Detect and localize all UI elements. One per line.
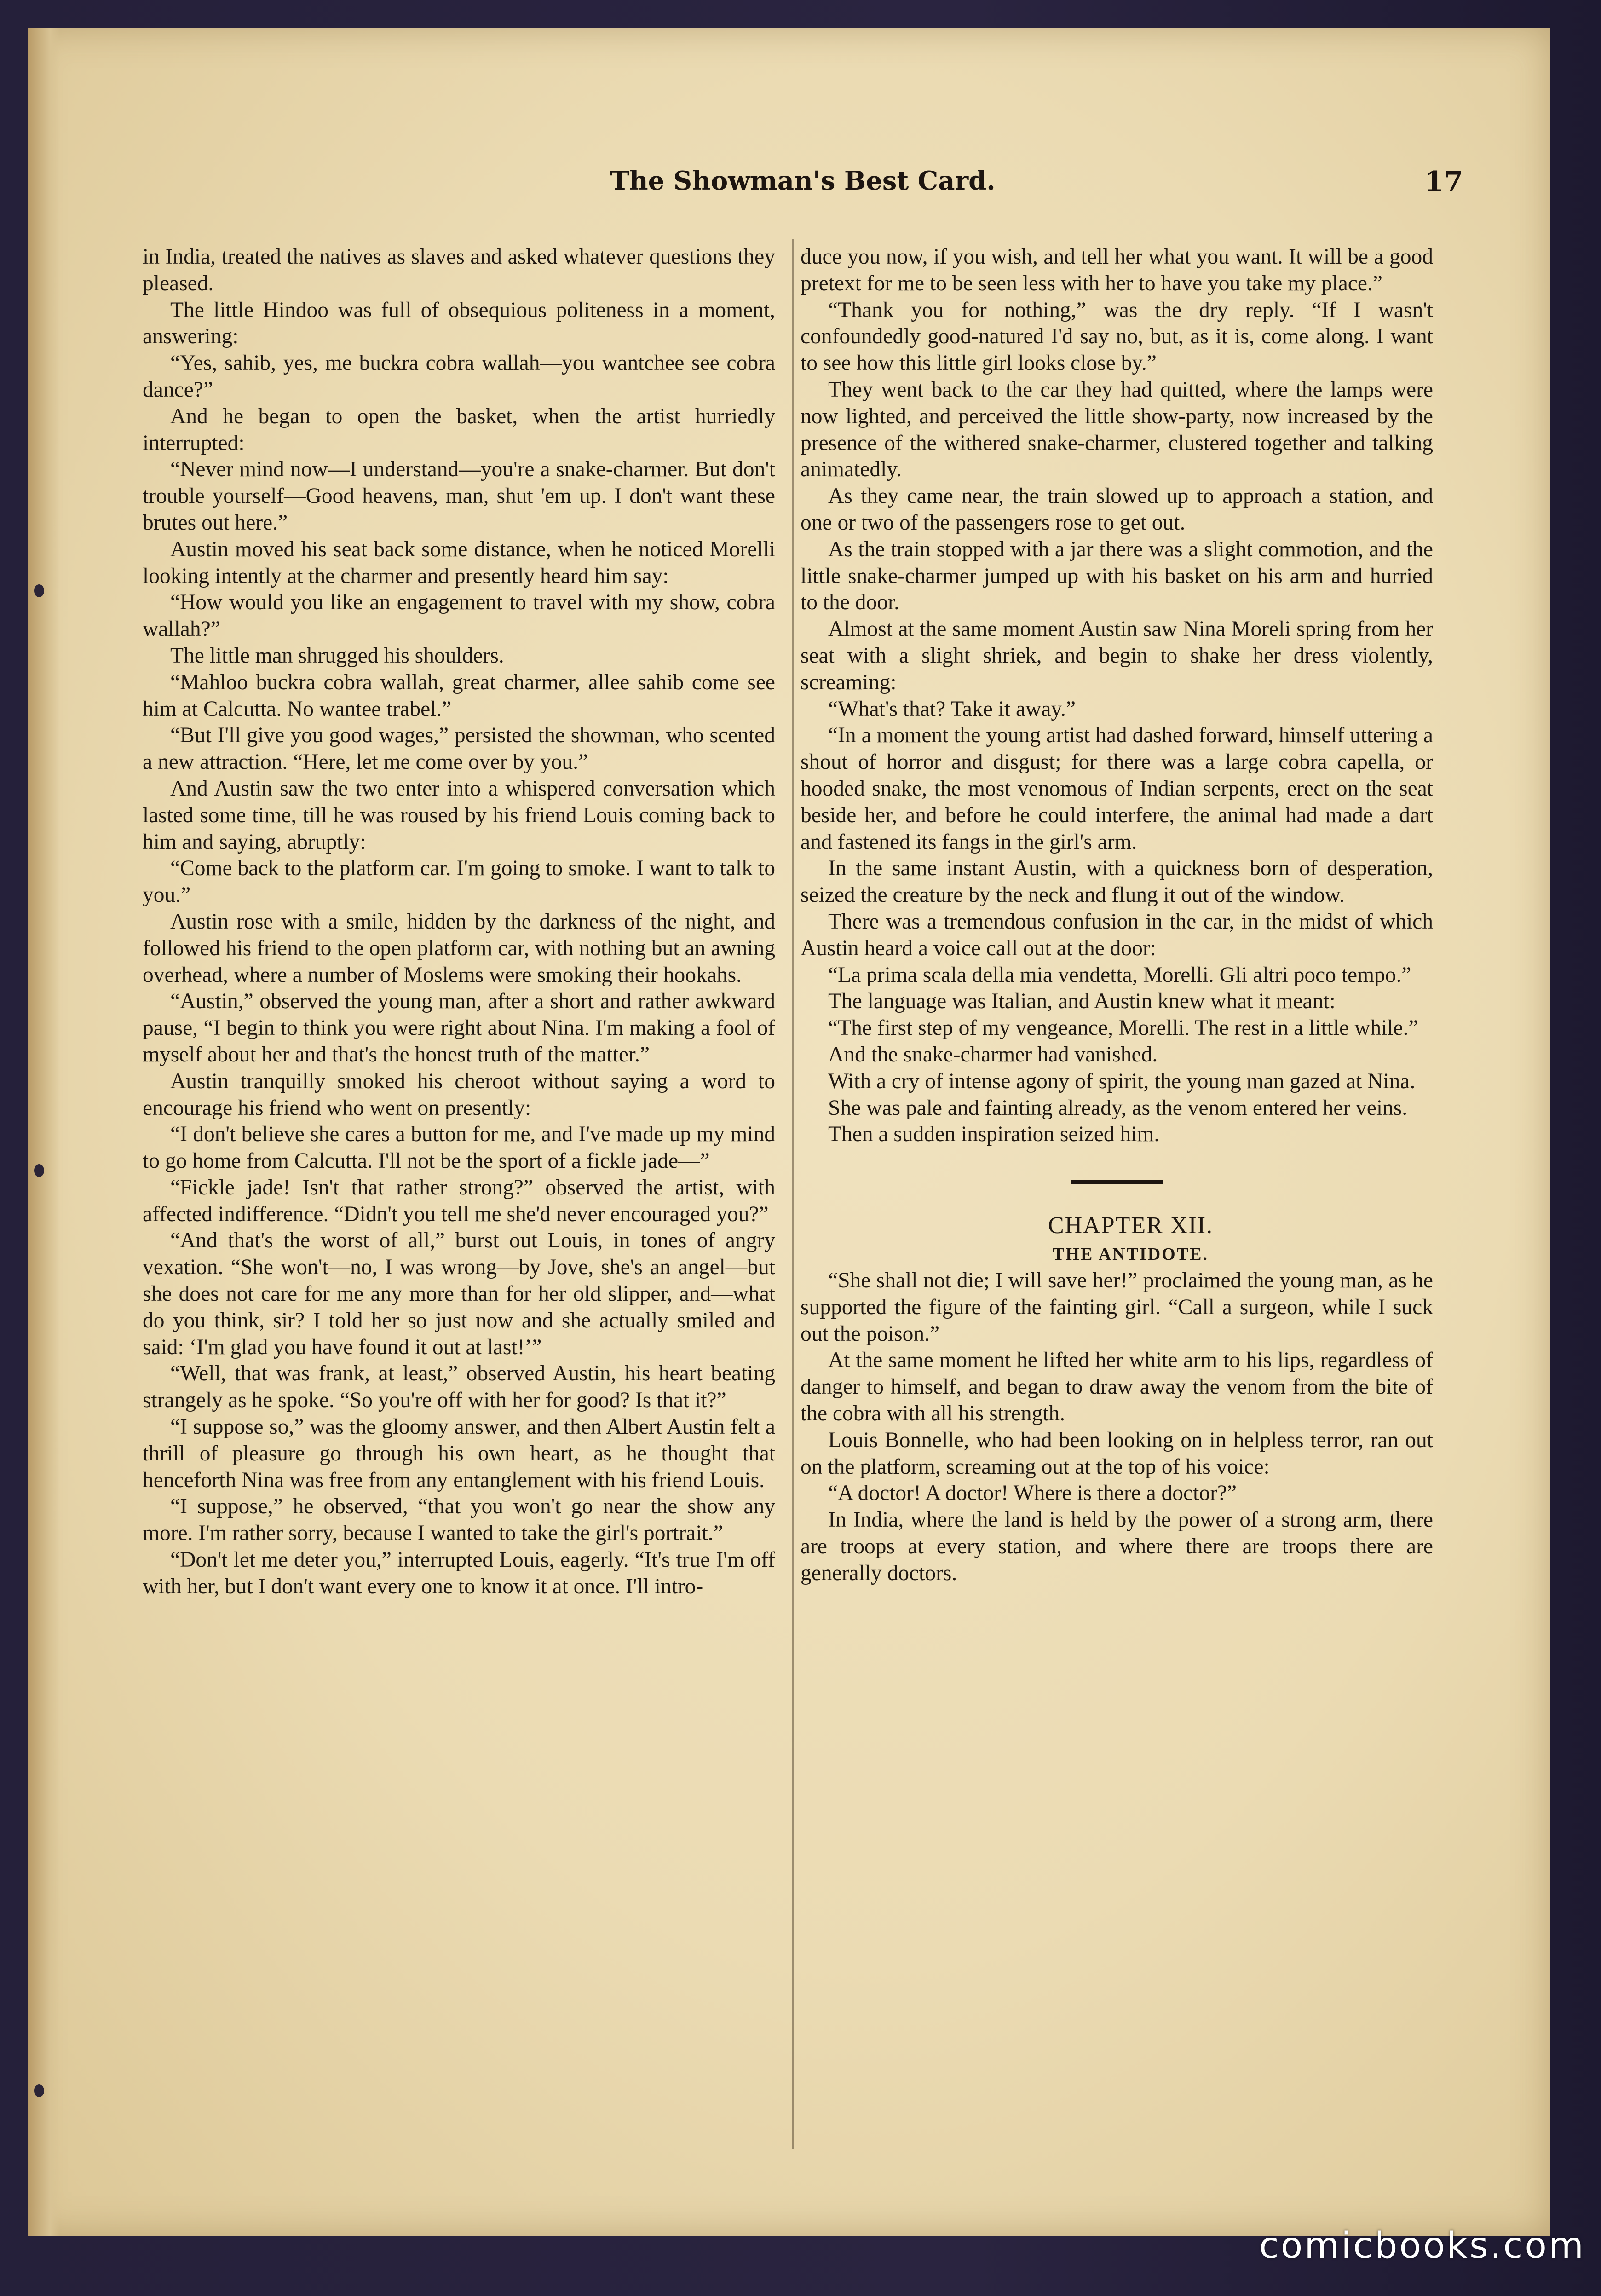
paragraph: “I suppose,” he observed, “that you won't go near the show any more. I'm rather sorry, because I wanted to take the girl's portrait.” [143,1494,775,1546]
paragraph: Austin tranquilly smoked his cheroot without saying a word to encourage his friend who went on presently: [143,1069,775,1120]
chapter-title: CHAPTER XII. [1048,1212,1214,1239]
chapter-subtitle: THE ANTIDOTE. [1053,1245,1209,1264]
paragraph: “A doctor! A doctor! Where is there a doctor?” [828,1481,1237,1506]
paragraph: “Thank you for nothing,” was the dry reply. “If I wasn't confoundedly good-natured I'd say no, but, as it is, come along. I want to see how this little girl looks close by.” [800,298,1433,375]
paragraph: And Austin saw the two enter into a whispered conversation which lasted some time, till he was roused by his friend Louis coming back to him and saying, abruptly: [143,776,775,854]
paragraph: She was pale and fainting already, as the venom entered her veins. [828,1096,1408,1120]
paragraph: Austin rose with a smile, hidden by the darkness of the night, and followed his friend to the open platform car, with nothing but an awning overhead, where a number of Moslems were smoking their hookahs. [143,909,775,987]
paragraph: “Don't let me deter you,” interrupted Louis, eagerly. “It's true I'm off with her, but I don't want every one to know it at once. I'll intro- [143,1548,775,1598]
paragraph: “Fickle jade! Isn't that rather strong?” observed the artist, with affected indifference. “Didn't you tell me she'd never encouraged you?” [143,1175,775,1226]
paragraph: With a cry of intense agony of spirit, the young man gazed at Nina. [828,1069,1416,1093]
running-title: The Showman's Best Card. [610,166,996,196]
paragraph: In India, where the land is held by the power of a strong arm, there are troops at every station, and where there are troops there are generally doctors. [800,1508,1433,1585]
right-column-part-1 [800,244,1433,1148]
paragraph: “And that's the worst of all,” burst out Louis, in tones of angry vexation. “She won't—no, I was wrong—by Jove, she's an angel—but she does not care for me any more than for her old slipper, and—what do you think, sir? I told her so just now and she actually smiled and said: ‘I'm glad you have found it out at last!’” [143,1229,775,1359]
paragraph: “In a moment the young artist had dashed forward, himself uttering a shout of horror and disgust; for there was a large cobra capella, or hooded snake, the most venomous of Indian serpents, erect on the seat beside her, and before he could interfere, the animal had made a dart and fastened its fangs in the girl's arm. [800,723,1433,854]
paragraph: And he began to open the basket, when the artist hurriedly interrupted: [143,404,775,455]
paragraph: “She shall not die; I will save her!” proclaimed the young man, as he supported the figure of the fainting girl. “Call a surgeon, while I suck out the poison.” [800,1269,1433,1346]
binding-hole [34,584,44,597]
paragraph: Almost at the same moment Austin saw Nina Moreli spring from her seat with a slight shriek, and begin to shake her dress violently, screaming: [800,617,1433,694]
paragraph: “Well, that was frank, at least,” observed Austin, his heart beating strangely as he spoke. “So you're off with her for good? Is that it?” [143,1361,775,1413]
paragraph: The little Hindoo was full of obsequious politeness in a moment, answering: [143,298,775,349]
paragraph: Then a sudden inspiration seized him. [828,1122,1160,1147]
paragraph: The little man shrugged his shoulders. [170,643,504,668]
paragraph: The language was Italian, and Austin knew what it meant: [828,989,1336,1014]
paragraph: As they came near, the train slowed up to approach a station, and one or two of the passengers rose to get out. [800,484,1433,535]
paragraph: “Mahloo buckra cobra wallah, great charmer, allee sahib come see him at Calcutta. No wantee trabel.” [143,670,775,721]
right-column-part-2 [800,1268,1433,1587]
magazine-page [28,28,1550,2236]
paragraph: duce you now, if you wish, and tell her what you want. It will be a good pretext for me to be seen less with her to have you take my place.” [800,245,1433,295]
chapter-rule [1071,1180,1163,1184]
binding-hole [34,1164,44,1177]
binding-holes [32,28,51,2236]
paragraph: And the snake-charmer had vanished. [828,1042,1158,1067]
paragraph: “Yes, sahib, yes, me buckra cobra wallah—you wantchee see cobra dance?” [143,351,775,402]
column-divider [792,239,794,2149]
paragraph: Austin moved his seat back some distance, when he noticed Morelli looking intently at the charmer and presently heard him say: [143,537,775,588]
paragraph: “Never mind now—I understand—you're a snake-charmer. But don't trouble yourself—Good heavens, man, shut 'em up. I don't want these brutes out here.” [143,457,775,535]
binding-hole [34,2084,44,2097]
page-number: 17 [1424,166,1463,198]
paragraph: “Come back to the platform car. I'm going to smoke. I want to talk to you.” [143,856,775,907]
paragraph: “How would you like an engagement to travel with my show, cobra wallah?” [143,590,775,641]
paragraph: “La prima scala della mia vendetta, Morelli. Gli altri poco tempo.” [828,963,1411,987]
paragraph: in India, treated the natives as slaves and asked whatever questions they pleased. [143,245,775,295]
paragraph: “The first step of my vengeance, Morelli. The rest in a little while.” [828,1016,1418,1040]
paragraph: In the same instant Austin, with a quickness born of desperation, seized the creature by the neck and flung it out of the window. [800,856,1433,907]
paragraph: “Austin,” observed the young man, after a short and rather awkward pause, “I begin to think you were right about Nina. I'm making a fool of myself about her and that's the honest truth of the matter.” [143,989,775,1067]
paragraph: As the train stopped with a jar there was a slight commotion, and the little snake-charmer jumped up with his basket on his arm and hurried to the door. [800,537,1433,615]
paragraph: Louis Bonnelle, who had been looking on in helpless terror, ran out on the platform, screaming out at the top of his voice: [800,1428,1433,1479]
site-watermark: comicbooks.com [1259,2225,1585,2267]
paragraph: “What's that? Take it away.” [828,697,1076,721]
paragraph: At the same moment he lifted her white arm to his lips, regardless of danger to himself, and began to draw away the venom from the bite of the cobra with all his strength. [800,1348,1433,1426]
paragraph: “I don't believe she cares a button for me, and I've made up my mind to go home from Calcutta. I'll not be the sport of a fickle jade—” [143,1122,775,1173]
text-column-right [800,244,1433,2167]
paragraph: “I suppose so,” was the gloomy answer, and then Albert Austin felt a thrill of pleasure go through his own heart, as he thought that henceforth Nina was free from any entanglement with his friend Louis. [143,1415,775,1492]
page-header [143,138,1463,198]
text-column-left [143,244,775,2153]
paragraph: “But I'll give you good wages,” persisted the showman, who scented a new attraction. “Here, let me come over by you.” [143,723,775,774]
paragraph: They went back to the car they had quitted, where the lamps were now lighted, and perceived the little show-party, now increased by the presence of the withered snake-charmer, clustered together and talking animatedly. [800,377,1433,482]
paragraph: There was a tremendous confusion in the car, in the midst of which Austin heard a voice call out at the door: [800,909,1433,960]
